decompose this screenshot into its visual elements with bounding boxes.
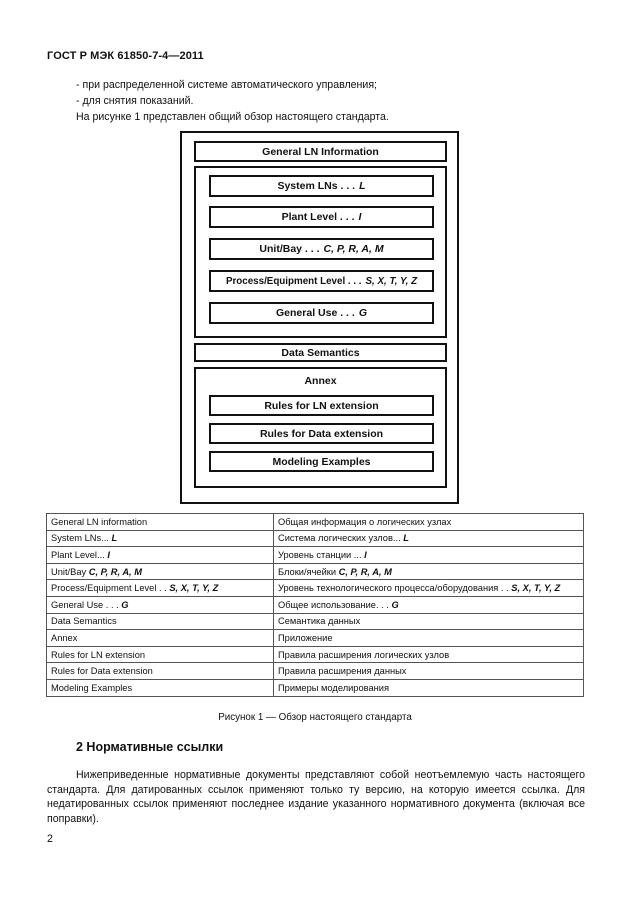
diagram-annex-panel (194, 367, 447, 488)
table-row (47, 613, 584, 630)
legend-cell-russian (274, 530, 584, 547)
intro-line-2: - для снятия показаний. (76, 95, 194, 107)
legend-cell-russian (274, 679, 584, 696)
legend-text: Семантика данных (278, 616, 361, 627)
diagram-unit-bay-code: C, P, R, A, M (323, 243, 384, 255)
section-paragraph-text: Нижеприведенные нормативные документы представляют собой неотъемлемую часть настоящего стандарта. Для датированных ссылок применяют только ту версию, на которую имеется ссылка. Для недатированных ссылок применяют последнее издание указанного нормативного документа (включая все поправки). (47, 769, 585, 825)
table-row (47, 580, 584, 597)
table-row (47, 596, 584, 613)
diagram-process-level-box (209, 270, 434, 292)
standard-header: ГОСТ Р МЭК 61850-7-4—2011 (47, 50, 204, 62)
legend-cell-english (47, 514, 274, 531)
diagram-general-use-code: G (358, 307, 367, 319)
legend-code: S, X, T, Y, Z (169, 583, 219, 594)
legend-cell-english (47, 596, 274, 613)
diagram-data-semantics-label: Data Semantics (281, 346, 360, 359)
legend-text: Modeling Examples (51, 682, 133, 693)
diagram-rules-ln-box (209, 395, 434, 416)
section-heading: 2 Нормативные ссылки (76, 740, 224, 754)
legend-text: Rules for LN extension (51, 649, 146, 660)
legend-code: I (107, 549, 110, 560)
diagram-process-level-code: S, X, T, Y, Z (365, 275, 418, 287)
legend-text: Уровень технологического процесса/оборудования . . (278, 583, 509, 594)
diagram-process-level-label: Process/Equipment Level . . . (225, 275, 362, 287)
legend-code: L (111, 533, 118, 544)
legend-cell-russian (274, 580, 584, 597)
legend-text: Общее использование. . . (278, 599, 389, 610)
legend-text: Общая информация о логических узлах (278, 516, 452, 527)
legend-text: Data Semantics (51, 616, 117, 627)
diagram-general-ln-box (194, 141, 447, 162)
legend-text: Process/Equipment Level . . (51, 583, 167, 594)
legend-cell-english (47, 646, 274, 663)
legend-cell-english (47, 663, 274, 680)
table-row (47, 630, 584, 647)
table-row (47, 563, 584, 580)
legend-text: Unit/Bay (51, 566, 87, 577)
legend-cell-russian (274, 630, 584, 647)
legend-text: Rules for Data extension (51, 666, 153, 677)
legend-text: Система логических узлов... (278, 533, 401, 544)
diagram-rules-data-box (209, 423, 434, 444)
diagram-unit-bay-label: Unit/Bay . . . (259, 243, 320, 255)
legend-cell-english (47, 613, 274, 630)
legend-cell-english (47, 630, 274, 647)
legend-cell-russian (274, 596, 584, 613)
table-row (47, 530, 584, 547)
diagram-system-lns-label: System LNs . . . (277, 180, 356, 192)
diagram-unit-bay-box (209, 238, 434, 260)
table-row (47, 646, 584, 663)
diagram-modeling-label: Modeling Examples (272, 455, 371, 468)
legend-text: General LN information (51, 516, 148, 527)
section-paragraph (47, 768, 585, 826)
diagram-rules-ln-label: Rules for LN extension (264, 399, 379, 412)
diagram-annex-title: Annex (304, 375, 337, 387)
table-row (47, 663, 584, 680)
legend-cell-russian (274, 547, 584, 564)
legend-cell-english (47, 679, 274, 696)
diagram-system-lns-box (209, 175, 434, 197)
legend-text: Правила расширения логических узлов (278, 649, 450, 660)
legend-text: Plant Level... (51, 549, 105, 560)
table-row (47, 547, 584, 564)
legend-code: G (121, 599, 129, 610)
legend-code: C, P, R, A, M (338, 566, 392, 577)
legend-table (46, 513, 584, 697)
diagram-data-semantics-box (194, 343, 447, 362)
legend-code: S, X, T, Y, Z (511, 583, 561, 594)
legend-cell-russian (274, 613, 584, 630)
legend-cell-russian (274, 646, 584, 663)
table-row (47, 514, 584, 531)
diagram-general-use-label: General Use . . . (276, 307, 355, 319)
diagram-system-lns-code: L (359, 180, 366, 192)
legend-code: C, P, R, A, M (88, 566, 142, 577)
overview-diagram (180, 131, 459, 504)
diagram-general-ln-label: General LN Information (262, 145, 379, 158)
diagram-rules-data-label: Rules for Data extension (259, 427, 384, 440)
diagram-plant-level-box (209, 206, 434, 228)
legend-code: L (403, 533, 409, 544)
legend-text: System LNs... (51, 533, 109, 544)
legend-code: G (391, 599, 399, 610)
legend-text: Правила расширения данных (278, 666, 407, 677)
diagram-ln-group-panel (194, 166, 447, 338)
legend-cell-english (47, 580, 274, 597)
legend-cell-russian (274, 663, 584, 680)
legend-text: Примеры моделирования (278, 682, 390, 693)
legend-text: General Use . . . (51, 599, 119, 610)
page-number: 2 (47, 833, 53, 845)
figure-caption: Рисунок 1 — Обзор настоящего стандарта (218, 712, 412, 723)
intro-line-1: - при распределенной системе автоматического управления; (76, 79, 377, 91)
legend-text: Annex (51, 632, 78, 643)
legend-text: Блоки/ячейки (278, 566, 337, 577)
legend-code: I (364, 549, 367, 560)
table-row (47, 679, 584, 696)
legend-text: Уровень станции ... (278, 549, 362, 560)
diagram-modeling-box (209, 451, 434, 472)
intro-line-3: На рисунке 1 представлен общий обзор настоящего стандарта. (76, 111, 389, 123)
legend-cell-english (47, 563, 274, 580)
diagram-plant-level-code: I (358, 211, 362, 223)
legend-text: Приложение (278, 632, 333, 643)
legend-cell-russian (274, 563, 584, 580)
diagram-general-use-box (209, 302, 434, 324)
diagram-plant-level-label: Plant Level . . . (281, 211, 355, 223)
legend-cell-english (47, 530, 274, 547)
legend-cell-russian (274, 514, 584, 531)
legend-cell-english (47, 547, 274, 564)
